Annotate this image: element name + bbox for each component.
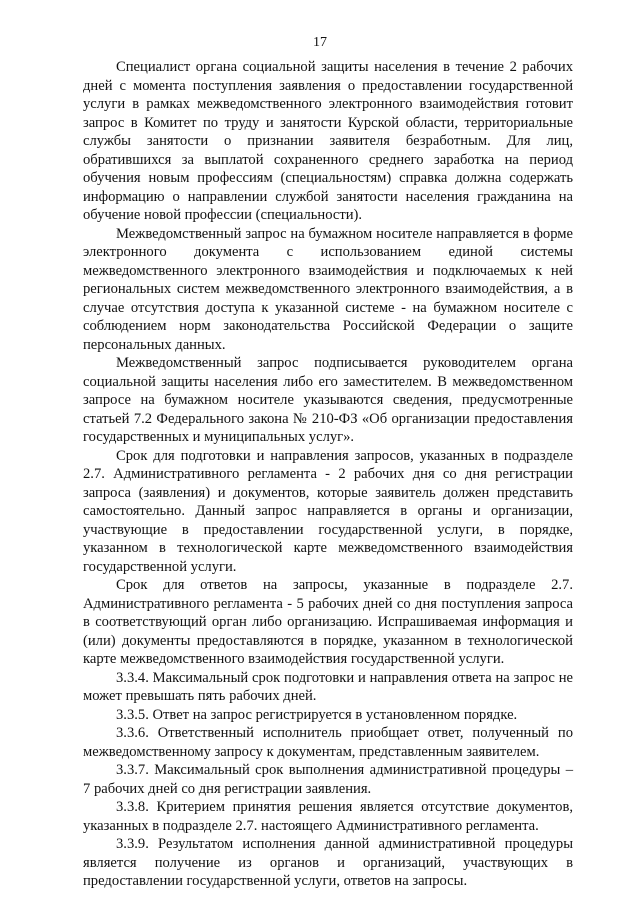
paragraph-response-term: Срок для ответов на запросы, указанные в подразделе 2.7. Административного регламента - 5 рабочих дней со дня поступления запроса в соответствующий орган либо организацию. Испрашиваемая информация и (или) документы предоставляются в порядке, указанном в технологической карте межведомственного взаимодействия государственной услуги.	[83, 577, 573, 667]
paragraph-specialist-request: Специалист органа социальной защиты населения в течение 2 рабочих дней с момента поступления заявления о предоставлении государственной услуги в рамках межведомственного электронного взаимодействия готовит запрос в Комитет по труду и занятости Курской области, территориальные службы занятости о признании заявителя безработным. Для лиц, обратившихся за выплатой сохраненного среднего заработка на период обучения новым профессиям (специальностям) справка должна содержать информацию о направлении службой занятости населения гражданина на обучение новой профессии (специальности).	[83, 59, 573, 223]
clause-3-3-4: 3.3.4. Максимальный срок подготовки и направления ответа на запрос не может превышать пять рабочих дней.	[83, 669, 573, 704]
paragraph-paper-request-form: Межведомственный запрос на бумажном носителе направляется в форме электронного документа с использованием единой системы межведомственного электронного взаимодействия и подключаемых к ней региональных систем межведомственного электронного взаимодействия, а в случае отсутствия доступа к указанной системе - на бумажном носителе с соблюдением норм законодательства Российской Федерации о защите персональных данных.	[83, 225, 573, 353]
clause-3-3-9: 3.3.9. Результатом исполнения данной административной процедуры является получение из органов и организаций, участвующих в предоставлении государственной услуги, ответов на запросы.	[83, 836, 573, 889]
paragraph-request-preparation-term: Срок для подготовки и направления запросов, указанных в подразделе 2.7. Административного регламента - 2 рабочих дня со дня регистрации запроса (заявления) и документов, которые заявитель должен представить самостоятельно. Данный запрос направляется в органы и организации, участвующие в предоставлении государственной услуги, в порядке, указанном в технологической карте межведомственного взаимодействия государственной услуги.	[83, 447, 573, 575]
document-body	[83, 58, 573, 891]
clause-3-3-6: 3.3.6. Ответственный исполнитель приобщает ответ, полученный по межведомственному запросу к документам, представленным заявителем.	[83, 725, 573, 760]
clause-3-3-5: 3.3.5. Ответ на запрос регистрируется в установленном порядке.	[116, 706, 518, 723]
page-number: 17	[313, 35, 327, 50]
clause-3-3-8: 3.3.8. Критерием принятия решения является отсутствие документов, указанных в подразделе 2.7. настоящего Административного регламента.	[83, 799, 573, 834]
clause-3-3-7: 3.3.7. Максимальный срок выполнения административной процедуры – 7 рабочих дней со дня регистрации заявления.	[83, 762, 573, 797]
paragraph-request-signature: Межведомственный запрос подписывается руководителем органа социальной защиты населения либо его заместителем. В межведомственном запросе на бумажном носителе указываются сведения, предусмотренные статьей 7.2 Федерального закона № 210-ФЗ «Об организации предоставления государственных и муниципальных услуг».	[83, 355, 573, 445]
